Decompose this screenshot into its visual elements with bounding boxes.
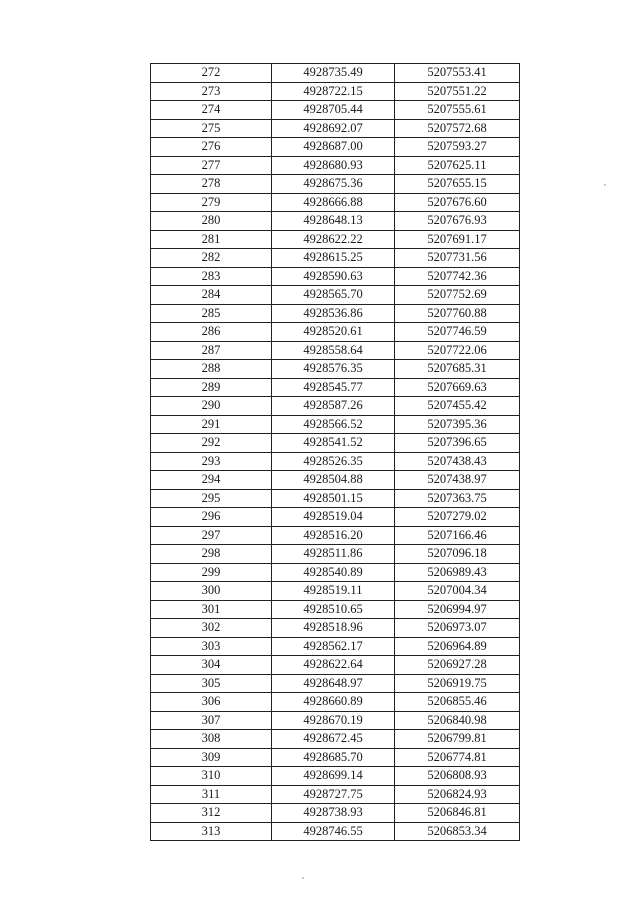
x-coordinate-cell: 4928680.93 <box>272 156 395 175</box>
table-row <box>151 175 520 194</box>
y-coordinate-cell: 5207166.46 <box>395 526 520 545</box>
point-number-cell: 287 <box>151 341 272 360</box>
table-row <box>151 730 520 749</box>
x-coordinate-cell: 4928558.64 <box>272 341 395 360</box>
point-number-cell: 272 <box>151 64 272 83</box>
y-coordinate-cell: 5207395.36 <box>395 415 520 434</box>
table-row <box>151 360 520 379</box>
y-coordinate-cell: 5207279.02 <box>395 508 520 527</box>
table-row <box>151 323 520 342</box>
x-coordinate-cell: 4928519.04 <box>272 508 395 527</box>
scan-speck <box>604 184 606 186</box>
x-coordinate-cell: 4928615.25 <box>272 249 395 268</box>
x-coordinate-cell: 4928735.49 <box>272 64 395 83</box>
table-row <box>151 545 520 564</box>
y-coordinate-cell: 5206824.93 <box>395 785 520 804</box>
point-number-cell: 276 <box>151 138 272 157</box>
y-coordinate-cell: 5207455.42 <box>395 397 520 416</box>
table-row <box>151 267 520 286</box>
table-row <box>151 656 520 675</box>
coordinate-table-container <box>150 63 516 841</box>
x-coordinate-cell: 4928590.63 <box>272 267 395 286</box>
x-coordinate-cell: 4928675.36 <box>272 175 395 194</box>
y-coordinate-cell: 5207363.75 <box>395 489 520 508</box>
table-row <box>151 526 520 545</box>
x-coordinate-cell: 4928687.00 <box>272 138 395 157</box>
point-number-cell: 302 <box>151 619 272 638</box>
point-number-cell: 305 <box>151 674 272 693</box>
table-row <box>151 674 520 693</box>
y-coordinate-cell: 5207396.65 <box>395 434 520 453</box>
point-number-cell: 308 <box>151 730 272 749</box>
table-row <box>151 711 520 730</box>
x-coordinate-cell: 4928738.93 <box>272 804 395 823</box>
x-coordinate-cell: 4928504.88 <box>272 471 395 490</box>
point-number-cell: 303 <box>151 637 272 656</box>
x-coordinate-cell: 4928587.26 <box>272 397 395 416</box>
x-coordinate-cell: 4928510.65 <box>272 600 395 619</box>
table-row <box>151 138 520 157</box>
table-row <box>151 637 520 656</box>
point-number-cell: 291 <box>151 415 272 434</box>
table-row <box>151 304 520 323</box>
x-coordinate-cell: 4928519.11 <box>272 582 395 601</box>
y-coordinate-cell: 5207438.97 <box>395 471 520 490</box>
y-coordinate-cell: 5207655.15 <box>395 175 520 194</box>
point-number-cell: 274 <box>151 101 272 120</box>
point-number-cell: 294 <box>151 471 272 490</box>
y-coordinate-cell: 5207551.22 <box>395 82 520 101</box>
table-row <box>151 397 520 416</box>
y-coordinate-cell: 5206808.93 <box>395 767 520 786</box>
y-coordinate-cell: 5206840.98 <box>395 711 520 730</box>
table-row <box>151 508 520 527</box>
point-number-cell: 288 <box>151 360 272 379</box>
table-row <box>151 600 520 619</box>
y-coordinate-cell: 5207625.11 <box>395 156 520 175</box>
x-coordinate-cell: 4928511.86 <box>272 545 395 564</box>
x-coordinate-cell: 4928565.70 <box>272 286 395 305</box>
x-coordinate-cell: 4928666.88 <box>272 193 395 212</box>
y-coordinate-cell: 5207676.60 <box>395 193 520 212</box>
x-coordinate-cell: 4928536.86 <box>272 304 395 323</box>
point-number-cell: 283 <box>151 267 272 286</box>
x-coordinate-cell: 4928699.14 <box>272 767 395 786</box>
y-coordinate-cell: 5207742.36 <box>395 267 520 286</box>
y-coordinate-cell: 5206994.97 <box>395 600 520 619</box>
point-number-cell: 285 <box>151 304 272 323</box>
point-number-cell: 295 <box>151 489 272 508</box>
scan-speck <box>302 877 304 879</box>
y-coordinate-cell: 5207004.34 <box>395 582 520 601</box>
x-coordinate-cell: 4928722.15 <box>272 82 395 101</box>
x-coordinate-cell: 4928622.22 <box>272 230 395 249</box>
y-coordinate-cell: 5207438.43 <box>395 452 520 471</box>
point-number-cell: 286 <box>151 323 272 342</box>
point-number-cell: 273 <box>151 82 272 101</box>
table-row <box>151 804 520 823</box>
table-row <box>151 82 520 101</box>
point-number-cell: 299 <box>151 563 272 582</box>
x-coordinate-cell: 4928727.75 <box>272 785 395 804</box>
point-number-cell: 280 <box>151 212 272 231</box>
table-row <box>151 619 520 638</box>
point-number-cell: 279 <box>151 193 272 212</box>
point-number-cell: 312 <box>151 804 272 823</box>
table-row <box>151 378 520 397</box>
point-number-cell: 281 <box>151 230 272 249</box>
table-row <box>151 286 520 305</box>
y-coordinate-cell: 5207555.61 <box>395 101 520 120</box>
x-coordinate-cell: 4928705.44 <box>272 101 395 120</box>
y-coordinate-cell: 5207731.56 <box>395 249 520 268</box>
point-number-cell: 306 <box>151 693 272 712</box>
x-coordinate-cell: 4928672.45 <box>272 730 395 749</box>
x-coordinate-cell: 4928545.77 <box>272 378 395 397</box>
table-row <box>151 582 520 601</box>
table-row <box>151 563 520 582</box>
table-row <box>151 230 520 249</box>
point-number-cell: 304 <box>151 656 272 675</box>
x-coordinate-cell: 4928746.55 <box>272 822 395 841</box>
x-coordinate-cell: 4928541.52 <box>272 434 395 453</box>
y-coordinate-cell: 5207746.59 <box>395 323 520 342</box>
y-coordinate-cell: 5207691.17 <box>395 230 520 249</box>
x-coordinate-cell: 4928660.89 <box>272 693 395 712</box>
table-row <box>151 748 520 767</box>
y-coordinate-cell: 5206919.75 <box>395 674 520 693</box>
x-coordinate-cell: 4928670.19 <box>272 711 395 730</box>
y-coordinate-cell: 5206927.28 <box>395 656 520 675</box>
y-coordinate-cell: 5206774.81 <box>395 748 520 767</box>
x-coordinate-cell: 4928576.35 <box>272 360 395 379</box>
y-coordinate-cell: 5206855.46 <box>395 693 520 712</box>
point-number-cell: 275 <box>151 119 272 138</box>
table-row <box>151 452 520 471</box>
coordinate-table <box>150 63 520 841</box>
y-coordinate-cell: 5207593.27 <box>395 138 520 157</box>
table-row <box>151 434 520 453</box>
y-coordinate-cell: 5207722.06 <box>395 341 520 360</box>
coordinate-table-body <box>151 64 520 841</box>
x-coordinate-cell: 4928622.64 <box>272 656 395 675</box>
y-coordinate-cell: 5206846.81 <box>395 804 520 823</box>
point-number-cell: 296 <box>151 508 272 527</box>
x-coordinate-cell: 4928566.52 <box>272 415 395 434</box>
point-number-cell: 290 <box>151 397 272 416</box>
y-coordinate-cell: 5206853.34 <box>395 822 520 841</box>
table-row <box>151 156 520 175</box>
x-coordinate-cell: 4928562.17 <box>272 637 395 656</box>
point-number-cell: 309 <box>151 748 272 767</box>
table-row <box>151 785 520 804</box>
point-number-cell: 277 <box>151 156 272 175</box>
point-number-cell: 297 <box>151 526 272 545</box>
point-number-cell: 292 <box>151 434 272 453</box>
point-number-cell: 300 <box>151 582 272 601</box>
x-coordinate-cell: 4928516.20 <box>272 526 395 545</box>
point-number-cell: 301 <box>151 600 272 619</box>
table-row <box>151 693 520 712</box>
y-coordinate-cell: 5207572.68 <box>395 119 520 138</box>
point-number-cell: 282 <box>151 249 272 268</box>
table-row <box>151 193 520 212</box>
point-number-cell: 310 <box>151 767 272 786</box>
x-coordinate-cell: 4928520.61 <box>272 323 395 342</box>
point-number-cell: 313 <box>151 822 272 841</box>
point-number-cell: 307 <box>151 711 272 730</box>
x-coordinate-cell: 4928526.35 <box>272 452 395 471</box>
x-coordinate-cell: 4928685.70 <box>272 748 395 767</box>
point-number-cell: 298 <box>151 545 272 564</box>
x-coordinate-cell: 4928648.97 <box>272 674 395 693</box>
table-row <box>151 249 520 268</box>
table-row <box>151 489 520 508</box>
point-number-cell: 278 <box>151 175 272 194</box>
point-number-cell: 284 <box>151 286 272 305</box>
table-row <box>151 822 520 841</box>
x-coordinate-cell: 4928540.89 <box>272 563 395 582</box>
y-coordinate-cell: 5207685.31 <box>395 360 520 379</box>
table-row <box>151 64 520 83</box>
point-number-cell: 289 <box>151 378 272 397</box>
y-coordinate-cell: 5207553.41 <box>395 64 520 83</box>
y-coordinate-cell: 5207752.69 <box>395 286 520 305</box>
y-coordinate-cell: 5206989.43 <box>395 563 520 582</box>
y-coordinate-cell: 5207669.63 <box>395 378 520 397</box>
y-coordinate-cell: 5206799.81 <box>395 730 520 749</box>
x-coordinate-cell: 4928692.07 <box>272 119 395 138</box>
x-coordinate-cell: 4928648.13 <box>272 212 395 231</box>
x-coordinate-cell: 4928501.15 <box>272 489 395 508</box>
table-row <box>151 767 520 786</box>
table-row <box>151 101 520 120</box>
y-coordinate-cell: 5207676.93 <box>395 212 520 231</box>
table-row <box>151 415 520 434</box>
table-row <box>151 471 520 490</box>
y-coordinate-cell: 5207760.88 <box>395 304 520 323</box>
table-row <box>151 119 520 138</box>
table-row <box>151 212 520 231</box>
y-coordinate-cell: 5206973.07 <box>395 619 520 638</box>
point-number-cell: 293 <box>151 452 272 471</box>
table-row <box>151 341 520 360</box>
point-number-cell: 311 <box>151 785 272 804</box>
y-coordinate-cell: 5207096.18 <box>395 545 520 564</box>
y-coordinate-cell: 5206964.89 <box>395 637 520 656</box>
x-coordinate-cell: 4928518.96 <box>272 619 395 638</box>
